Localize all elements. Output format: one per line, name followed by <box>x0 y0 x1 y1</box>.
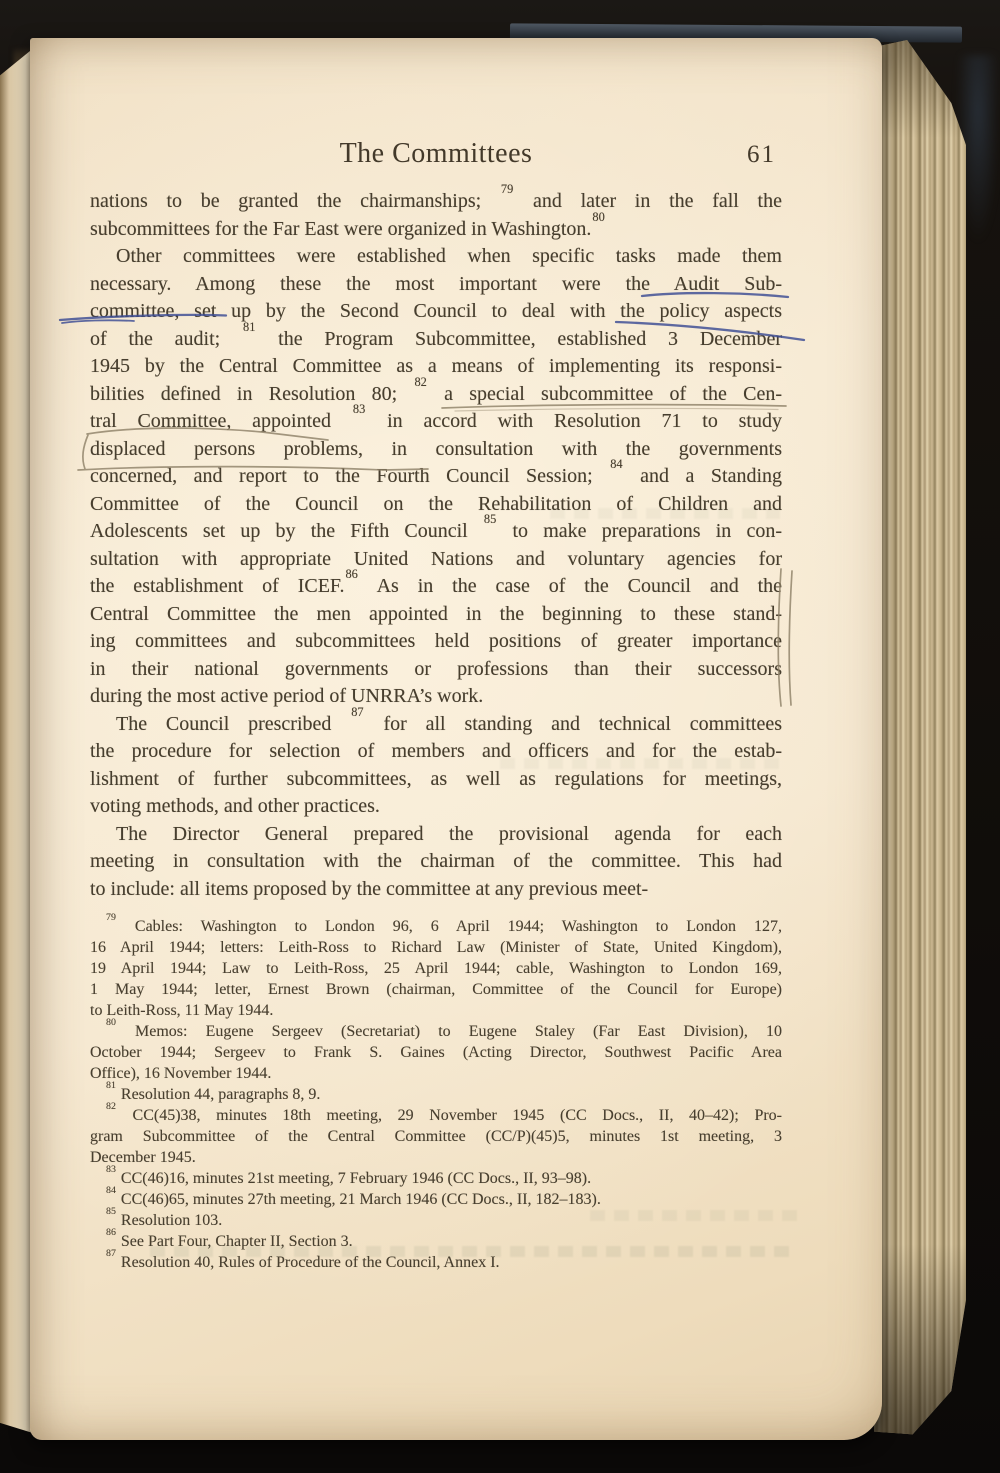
fn-line-paragraph <box>90 1079 782 1105</box>
text-line: necessary. Among these the most important were the Audit Sub- <box>90 272 782 295</box>
text-line: meeting in consultation with the chairman of the committee. This had <box>90 850 782 872</box>
text-line: December 1945. <box>90 1149 196 1166</box>
fn-line-paragraph <box>90 1163 782 1189</box>
text-line: nations to be granted the chairmanships; $^{79}$ and later in the fall the <box>90 182 782 212</box>
text-line: The Director General prepared the provisional agenda for each <box>116 822 782 845</box>
text-line: of the audit; $^{81}$ the Program Subcommittee, established 3 December <box>90 319 782 350</box>
text-line: tral Committee, appointed $^{83}$ in accord with Resolution 71 to study <box>90 402 782 432</box>
text-line: $^{82}$ CC(45)38, minutes 18th meeting, 29 November 1945 (CC Docs., II, 40–42); Pro- <box>106 1100 782 1124</box>
text-line: $^{87}$ Resolution 40, Rules of Procedure of the Council, Annex I. <box>106 1247 500 1271</box>
book-page <box>30 38 882 1440</box>
body-line-paragraph <box>90 182 782 243</box>
show-through-text <box>500 758 780 769</box>
text-line: Adolescents set up by the Fifth Council $^{85}$ to make preparations in con- <box>90 512 782 542</box>
text-line: 1 May 1944; letter, Ernest Brown (chairman, Committee of the Council for Europe) <box>90 981 782 998</box>
page-number: 61 <box>747 141 776 168</box>
text-line: to include: all items proposed by the committee at any previous meet- <box>90 877 649 900</box>
text-line: $^{83}$ CC(46)16, minutes 21st meeting, 7 February 1946 (CC Docs., II, 93–98). <box>106 1163 592 1187</box>
text-line: gram Subcommittee of the Central Committee (CC/P)(45)5, minutes 1st meeting, 3 <box>90 1128 782 1145</box>
text-line: to Leith-Ross, 11 May 1944. <box>90 1002 274 1019</box>
body-line-paragraph <box>90 821 782 904</box>
text-line: during the most active period of UNRRA’s work. <box>90 685 484 707</box>
text-line: $^{80}$ Memos: Eugene Sergeev (Secretariat) to Eugene Staley (Far East Division), 10 <box>106 1016 782 1040</box>
running-head <box>90 138 782 178</box>
page-stack-fore-edge <box>874 40 966 1440</box>
text-line: Other committees were established when specific tasks made them <box>116 245 782 267</box>
text-line: $^{86}$ See Part Four, Chapter II, Section 3. <box>106 1226 353 1250</box>
text-line: Office), 16 November 1944. <box>90 1065 272 1082</box>
text-line: subcommittees for the Far East were organized in Washington.$^{80}$ <box>90 209 605 240</box>
text-line: in their national governments or professions than their successors <box>90 657 782 680</box>
pencil-margin-line-2 <box>789 571 792 705</box>
text-line: committee, set up by the Second Council to deal with the policy aspects <box>90 300 782 322</box>
text-line: $^{79}$ Cables: Washington to London 96, 6 April 1944; Washington to London 127, <box>106 911 782 935</box>
text-line: 1945 by the Central Committee as a means of implementing its responsi- <box>90 355 782 377</box>
body-text <box>90 182 783 903</box>
fn-line-paragraph <box>90 1184 782 1210</box>
text-line: Committee of the Council on the Rehabilitation of Children and <box>90 492 782 515</box>
body-line-paragraph <box>90 243 782 711</box>
text-line: 19 April 1944; Law to Leith-Ross, 25 April 1944; cable, Washington to London 169, <box>90 960 782 977</box>
text-line: The Council prescribed $^{87}$ for all standing and technical committees <box>116 704 782 735</box>
page-title: The Committees <box>339 138 533 169</box>
text-line: bilities defined in Resolution 80; $^{82}$ a special subcommittee of the Cen- <box>90 374 782 405</box>
text-line: $^{81}$ Resolution 44, paragraphs 8, 9. <box>106 1079 321 1103</box>
text-line: displaced persons problems, in consultation with the governments <box>90 437 782 460</box>
fn-line-paragraph <box>90 1016 782 1084</box>
text-line: concerned, and report to the Fourth Council Session; $^{84}$ and a Standing <box>90 457 783 487</box>
text-line: the procedure for selection of members and officers and for the estab- <box>90 740 782 762</box>
fn-line-paragraph <box>90 911 782 1021</box>
text-line: $^{85}$ Resolution 103. <box>106 1205 223 1229</box>
pencil-box-displaced-left <box>83 435 88 469</box>
show-through-text <box>590 1210 800 1221</box>
text-line: $^{84}$ CC(46)65, minutes 27th meeting, 21 March 1946 (CC Docs., II, 182–183). <box>106 1184 601 1208</box>
fn-line-paragraph <box>90 1100 782 1168</box>
text-line: voting methods, and other practices. <box>90 795 380 817</box>
text-line: October 1944; Sergeev to Frank S. Gaines (Acting Director, Southwest Pacific Area <box>90 1044 782 1061</box>
text-line: Central Committee the men appointed in the beginning to these stand- <box>90 602 782 625</box>
show-through-text <box>550 508 780 519</box>
text-line: 16 April 1944; letters: Leith-Ross to Richard Law (Minister of State, United Kingdom), <box>90 939 782 956</box>
text-line: the establishment of ICEF.$^{86}$ As in the case of the Council and the <box>90 567 783 597</box>
text-line: ing committees and subcommittees held positions of greater importance <box>90 630 782 652</box>
text-line: lishment of further subcommittees, as well as regulations for meetings, <box>90 767 782 790</box>
show-through-text <box>150 1246 790 1257</box>
text-line: sultation with appropriate United Nations and voluntary agencies for <box>90 547 782 570</box>
